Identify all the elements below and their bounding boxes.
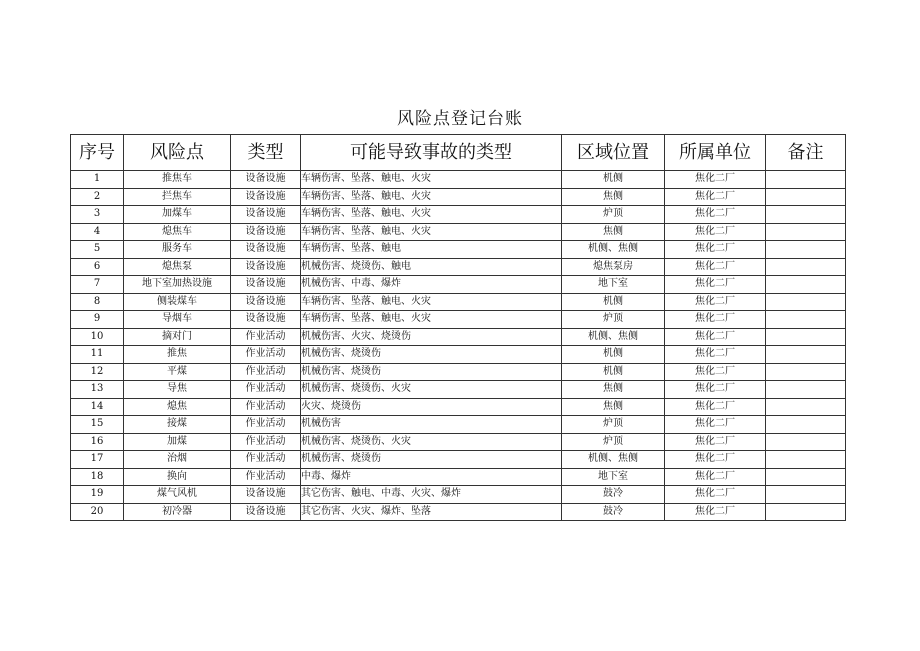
cell-index: 16	[71, 433, 124, 451]
cell-type: 设备设施	[231, 188, 301, 206]
cell-accident-types: 车辆伤害、坠落、触电、火灾	[301, 293, 562, 311]
cell-unit: 焦化二厂	[665, 258, 766, 276]
cell-risk-point: 拦焦车	[124, 188, 231, 206]
cell-remarks	[766, 451, 846, 469]
cell-index: 4	[71, 223, 124, 241]
cell-index: 13	[71, 381, 124, 399]
cell-location: 地下室	[562, 468, 665, 486]
cell-accident-types: 车辆伤害、坠落、触电、火灾	[301, 188, 562, 206]
cell-remarks	[766, 433, 846, 451]
cell-remarks	[766, 346, 846, 364]
cell-index: 1	[71, 171, 124, 189]
cell-risk-point: 熄焦	[124, 398, 231, 416]
cell-unit: 焦化二厂	[665, 293, 766, 311]
cell-risk-point: 熄焦泵	[124, 258, 231, 276]
cell-type: 作业活动	[231, 328, 301, 346]
table-row	[71, 171, 846, 189]
cell-accident-types: 机械伤害、烧烫伤	[301, 451, 562, 469]
cell-type: 作业活动	[231, 468, 301, 486]
cell-type: 作业活动	[231, 346, 301, 364]
table-row	[71, 311, 846, 329]
cell-remarks	[766, 188, 846, 206]
cell-unit: 焦化二厂	[665, 486, 766, 504]
table-row	[71, 223, 846, 241]
cell-unit: 焦化二厂	[665, 416, 766, 434]
table-row	[71, 188, 846, 206]
cell-risk-point: 导焦	[124, 381, 231, 399]
cell-remarks	[766, 223, 846, 241]
cell-index: 7	[71, 276, 124, 294]
cell-accident-types: 中毒、爆炸	[301, 468, 562, 486]
cell-index: 5	[71, 241, 124, 259]
cell-index: 14	[71, 398, 124, 416]
cell-type: 设备设施	[231, 311, 301, 329]
cell-accident-types: 机械伤害、烧烫伤	[301, 363, 562, 381]
cell-accident-types: 火灾、烧烫伤	[301, 398, 562, 416]
cell-location: 机侧、焦侧	[562, 328, 665, 346]
header-type: 类型	[231, 135, 301, 171]
header-location: 区域位置	[562, 135, 665, 171]
cell-location: 机侧	[562, 363, 665, 381]
table-row	[71, 346, 846, 364]
cell-accident-types: 机械伤害	[301, 416, 562, 434]
header-risk-point: 风险点	[124, 135, 231, 171]
cell-location: 炉顶	[562, 311, 665, 329]
cell-remarks	[766, 241, 846, 259]
cell-remarks	[766, 258, 846, 276]
table-row	[71, 433, 846, 451]
cell-remarks	[766, 171, 846, 189]
table-row	[71, 276, 846, 294]
cell-unit: 焦化二厂	[665, 468, 766, 486]
cell-location: 熄焦泵房	[562, 258, 665, 276]
cell-location: 焦侧	[562, 381, 665, 399]
table-row	[71, 398, 846, 416]
cell-type: 设备设施	[231, 293, 301, 311]
cell-remarks	[766, 328, 846, 346]
cell-location: 机侧、焦侧	[562, 451, 665, 469]
risk-ledger-table	[70, 134, 846, 521]
cell-remarks	[766, 363, 846, 381]
cell-accident-types: 机械伤害、火灾、烧烫伤	[301, 328, 562, 346]
table-row	[71, 241, 846, 259]
cell-unit: 焦化二厂	[665, 171, 766, 189]
table-row	[71, 293, 846, 311]
table-row	[71, 363, 846, 381]
cell-type: 设备设施	[231, 276, 301, 294]
cell-type: 作业活动	[231, 363, 301, 381]
cell-index: 18	[71, 468, 124, 486]
cell-accident-types: 其它伤害、火灾、爆炸、坠落	[301, 503, 562, 521]
cell-index: 2	[71, 188, 124, 206]
cell-location: 机侧	[562, 293, 665, 311]
cell-type: 作业活动	[231, 381, 301, 399]
cell-type: 设备设施	[231, 486, 301, 504]
cell-location: 鼓冷	[562, 486, 665, 504]
cell-location: 炉顶	[562, 416, 665, 434]
cell-risk-point: 侧装煤车	[124, 293, 231, 311]
cell-unit: 焦化二厂	[665, 381, 766, 399]
cell-risk-point: 推焦车	[124, 171, 231, 189]
cell-accident-types: 机械伤害、中毒、爆炸	[301, 276, 562, 294]
cell-remarks	[766, 206, 846, 224]
cell-risk-point: 接煤	[124, 416, 231, 434]
cell-index: 17	[71, 451, 124, 469]
cell-risk-point: 换向	[124, 468, 231, 486]
cell-index: 12	[71, 363, 124, 381]
cell-remarks	[766, 503, 846, 521]
cell-unit: 焦化二厂	[665, 451, 766, 469]
table-row	[71, 416, 846, 434]
cell-risk-point: 加煤	[124, 433, 231, 451]
cell-unit: 焦化二厂	[665, 328, 766, 346]
cell-accident-types: 车辆伤害、坠落、触电、火灾	[301, 171, 562, 189]
cell-location: 炉顶	[562, 433, 665, 451]
table-row	[71, 206, 846, 224]
cell-index: 6	[71, 258, 124, 276]
cell-accident-types: 机械伤害、烧烫伤	[301, 346, 562, 364]
cell-risk-point: 导烟车	[124, 311, 231, 329]
cell-unit: 焦化二厂	[665, 223, 766, 241]
table-row	[71, 451, 846, 469]
cell-remarks	[766, 276, 846, 294]
cell-risk-point: 推焦	[124, 346, 231, 364]
cell-index: 20	[71, 503, 124, 521]
cell-location: 焦侧	[562, 188, 665, 206]
table-header-row	[71, 135, 846, 171]
table-row	[71, 468, 846, 486]
cell-remarks	[766, 486, 846, 504]
table-row	[71, 381, 846, 399]
cell-unit: 焦化二厂	[665, 188, 766, 206]
cell-location: 焦侧	[562, 398, 665, 416]
cell-type: 作业活动	[231, 433, 301, 451]
cell-remarks	[766, 311, 846, 329]
table-row	[71, 258, 846, 276]
cell-risk-point: 地下室加热设施	[124, 276, 231, 294]
cell-risk-point: 治烟	[124, 451, 231, 469]
cell-unit: 焦化二厂	[665, 276, 766, 294]
document-title: 风险点登记台账	[397, 109, 523, 129]
cell-location: 机侧	[562, 346, 665, 364]
cell-unit: 焦化二厂	[665, 241, 766, 259]
cell-unit: 焦化二厂	[665, 206, 766, 224]
cell-accident-types: 车辆伤害、坠落、触电、火灾	[301, 311, 562, 329]
table-row	[71, 503, 846, 521]
cell-remarks	[766, 398, 846, 416]
cell-index: 19	[71, 486, 124, 504]
header-accident-types: 可能导致事故的类型	[301, 135, 562, 171]
cell-index: 15	[71, 416, 124, 434]
cell-accident-types: 车辆伤害、坠落、触电、火灾	[301, 223, 562, 241]
cell-index: 9	[71, 311, 124, 329]
cell-type: 设备设施	[231, 503, 301, 521]
cell-remarks	[766, 293, 846, 311]
header-index: 序号	[71, 135, 124, 171]
cell-risk-point: 摘对门	[124, 328, 231, 346]
cell-index: 11	[71, 346, 124, 364]
cell-risk-point: 平煤	[124, 363, 231, 381]
cell-index: 3	[71, 206, 124, 224]
cell-remarks	[766, 468, 846, 486]
cell-accident-types: 机械伤害、烧烫伤、触电	[301, 258, 562, 276]
cell-location: 机侧、焦侧	[562, 241, 665, 259]
cell-unit: 焦化二厂	[665, 398, 766, 416]
cell-unit: 焦化二厂	[665, 433, 766, 451]
cell-risk-point: 加煤车	[124, 206, 231, 224]
cell-location: 鼓冷	[562, 503, 665, 521]
cell-location: 地下室	[562, 276, 665, 294]
cell-unit: 焦化二厂	[665, 503, 766, 521]
cell-accident-types: 车辆伤害、坠落、触电、火灾	[301, 206, 562, 224]
cell-accident-types: 其它伤害、触电、中毒、火灾、爆炸	[301, 486, 562, 504]
cell-type: 设备设施	[231, 171, 301, 189]
cell-type: 设备设施	[231, 241, 301, 259]
cell-type: 设备设施	[231, 223, 301, 241]
cell-type: 作业活动	[231, 416, 301, 434]
cell-accident-types: 机械伤害、烧烫伤、火灾	[301, 381, 562, 399]
cell-unit: 焦化二厂	[665, 346, 766, 364]
cell-unit: 焦化二厂	[665, 311, 766, 329]
table-row	[71, 486, 846, 504]
cell-type: 设备设施	[231, 258, 301, 276]
cell-risk-point: 煤气风机	[124, 486, 231, 504]
cell-accident-types: 机械伤害、烧烫伤、火灾	[301, 433, 562, 451]
cell-location: 焦侧	[562, 223, 665, 241]
cell-remarks	[766, 381, 846, 399]
cell-location: 炉顶	[562, 206, 665, 224]
header-remarks: 备注	[766, 135, 846, 171]
cell-risk-point: 熄焦车	[124, 223, 231, 241]
cell-risk-point: 初冷器	[124, 503, 231, 521]
table-row	[71, 328, 846, 346]
cell-index: 8	[71, 293, 124, 311]
cell-type: 作业活动	[231, 398, 301, 416]
cell-index: 10	[71, 328, 124, 346]
cell-risk-point: 服务车	[124, 241, 231, 259]
cell-location: 机侧	[562, 171, 665, 189]
cell-type: 设备设施	[231, 206, 301, 224]
cell-type: 作业活动	[231, 451, 301, 469]
header-unit: 所属单位	[665, 135, 766, 171]
table-body	[71, 171, 846, 521]
cell-accident-types: 车辆伤害、坠落、触电	[301, 241, 562, 259]
cell-unit: 焦化二厂	[665, 363, 766, 381]
cell-remarks	[766, 416, 846, 434]
